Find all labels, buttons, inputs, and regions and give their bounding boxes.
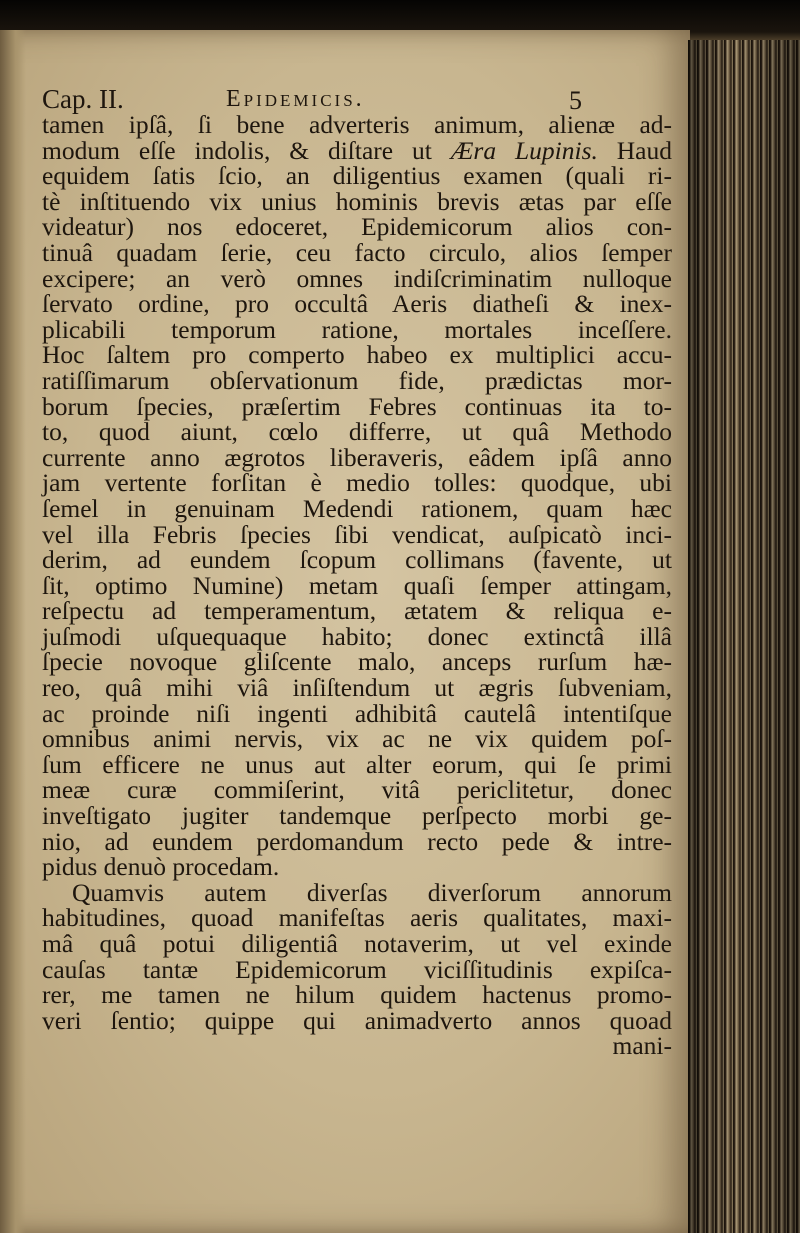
text-run: modum eſſe indolis, & diſtare ut [42,135,451,165]
text-line: reſpectu ad temperamentum, ætatem & reliqua e- [42,596,672,626]
text-line: mâ quâ potui diligentiâ notaverim, ut vel exinde [42,929,672,958]
text-line: meæ curæ commiſerint, vitâ periclitetur, donec [42,775,672,805]
text-line: vel illa Febris ſpecies ſibi vendicat, auſpicatò inci- [42,519,672,549]
text-line: tinuâ quadam ſerie, ceu facto circulo, alios ſemper [42,237,672,267]
text-line: reo, quâ mihi viâ inſiſtendum ut ægris ſubveniam, [42,673,672,703]
chapter-label: Cap. II. [42,84,124,114]
text-line: inveſtigato jugiter tandemque perſpecto morbi ge- [42,801,672,831]
text-line [42,135,673,165]
text-line: currente anno ægrotos liberaveris, eâdem ipſâ anno [42,442,672,472]
text-line: ſit, optimo Numine) metam quaſi ſemper attingam, [42,570,672,600]
paragraph-end-line: pidus denuò procedam. [42,852,280,882]
text-line: ac proinde niſi ingenti adhibitâ cautelâ intentiſque [42,698,672,728]
text-line: tamen ipſâ, ſi bene adverteris animum, alienæ ad- [42,110,672,139]
text-line: plicabili temporum ratione, mortales inceſſere. [42,314,672,344]
text-line: videatur) nos edoceret, Epidemicorum alios con- [42,212,672,242]
text-line: nio, ad eundem perdomandum recto pede & intre- [42,826,672,856]
text-line: derim, ad eundem ſcopum collimans (favente, ut [42,545,672,575]
text-line: habitudines, quoad manifeſtas aeris qualitates, maxi- [42,903,672,933]
text-run: Haud [597,135,673,165]
text-line: borum ſpecies, præſertim Febres continuas ita to- [42,391,672,421]
page-left-edge [0,30,26,1233]
text-line: ſervato ordine, pro occultâ Aeris diatheſi & inex- [42,289,672,319]
text-line: equidem ſatis ſcio, an diligentius examen (quali ri- [42,161,672,191]
paragraph-start-line: Quamvis autem diverſas diverſorum annorum [72,877,672,907]
body-text [42,112,672,1059]
text-line: rer, me tamen ne hilum quidem hactenus promo- [42,980,672,1010]
text-line: tè inſtituendo vix unius hominis brevis ætas par eſſe [42,186,672,216]
text-line: omnibus animi nervis, vix ac ne vix quidem poſ- [42,724,672,754]
text-line: excipere; an verò omnes indiſcriminatim nulloque [42,263,672,293]
catchword: mani- [612,1031,672,1061]
text-line: ſemel in genuinam Medendi rationem, quam hæc [42,493,672,523]
italic-phrase: Æra Lupinis. [450,135,598,165]
text-line: jam vertente forſitan è medio tolles: quodque, ubi [42,468,672,498]
text-line: ſum efficere ne unus aut alter eorum, qui ſe primi [42,749,672,779]
text-line: veri ſentio; quippe qui animadverto annos quoad [42,1005,672,1035]
text-line: cauſas tantæ Epidemicorum viciſſitudinis expiſca- [42,954,672,984]
running-headword: Epidemicis. [226,86,365,112]
page-number: 5 [569,86,582,115]
text-line: juſmodi uſquequaque habito; donec extinctâ illâ [42,621,672,651]
text-line: Hoc ſaltem pro comperto habeo ex multiplici accu- [42,340,672,370]
text-line: to, quod aiunt, cœlo differre, ut quâ Methodo [42,417,672,447]
page-stack-shadow [688,40,800,1233]
text-line: ſpecie novoque gliſcente malo, anceps rurſum hæ- [42,647,672,677]
text-line: ratiſſimarum obſervationum fide, prædictas mor- [42,365,672,395]
